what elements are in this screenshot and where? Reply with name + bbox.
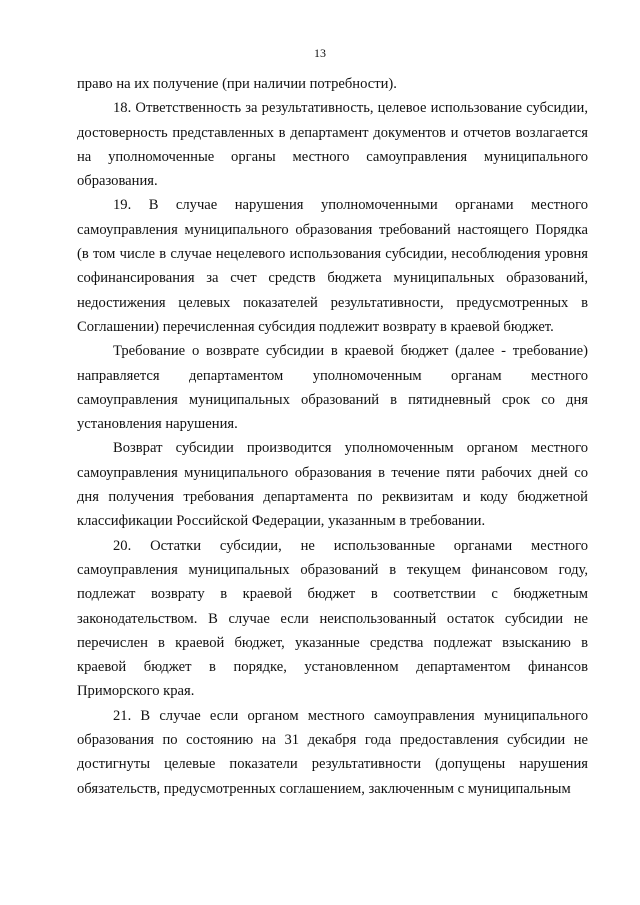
paragraph-item-20: 20. Остатки субсидии, не использованные органами местного самоуправления муниципальных образований в текущем финансовом году, подлежат возврату в краевой бюджет в соответствии с бюджетным законодательством. В случае если неиспользованный остаток субсидии не перечислен в краевой бюджет, указанные средства подлежат взысканию в краевой бюджет в порядке, установленном департаментом финансов Приморского края. — [77, 537, 588, 700]
document-body — [77, 72, 588, 801]
paragraph-item-18: 18. Ответственность за результативность, целевое использование субсидии, достоверность представленных в департамент документов и отчетов возлагается на уполномоченные органы местного самоуправления муниципального образования. — [77, 100, 588, 190]
paragraph-return-requirement: Требование о возврате субсидии в краевой бюджет (далее - требование) направляется департаментом уполномоченным органам местного самоуправления муниципальных образований в пятидневный срок со дня установления нарушения. — [77, 343, 588, 433]
paragraph-continuation: право на их получение (при наличии потребности). — [77, 76, 397, 92]
paragraph-subsidy-return: Возврат субсидии производится уполномоченным органом местного самоуправления муниципального образования в течение пяти рабочих дней со дня получения требования департамента по реквизитам и коду бюджетной классификации Российской Федерации, указанным в требовании. — [77, 440, 588, 530]
page-number: 13 — [314, 46, 326, 60]
paragraph-item-19: 19. В случае нарушения уполномоченными органами местного самоуправления муниципального образования требований настоящего Порядка (в том числе в случае нецелевого использования субсидии, несоблюдения уровня софинансирования за счет средств бюджета муниципальных образований, недостижения целевых показателей результативности, предусмотренных в Соглашении) перечисленная субсидия подлежит возврату в краевой бюджет. — [77, 197, 588, 335]
paragraph-item-21: 21. В случае если органом местного самоуправления муниципального образования по состоянию на 31 декабря года предоставления субсидии не достигнуты целевые показатели результативности (допущены нарушения обязательств, предусмотренных соглашением, заключенным с муниципальным — [77, 707, 588, 797]
